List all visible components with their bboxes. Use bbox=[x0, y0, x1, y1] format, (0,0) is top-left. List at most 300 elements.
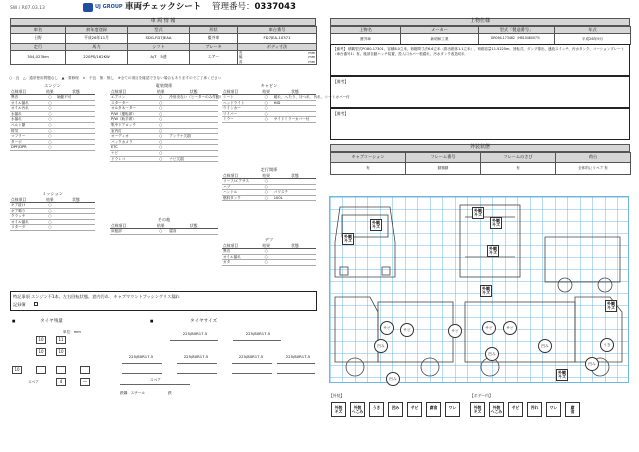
electric-row-3-col-1: ○ bbox=[159, 111, 163, 116]
engine-row-9-col-1: ○ bbox=[48, 145, 52, 150]
chassis-row-3-col-1: ○ bbox=[264, 195, 268, 200]
cabin-row-0-col-2: 破れ、へたり、ほつれ、汚れ、シートカバー付 bbox=[273, 95, 350, 99]
cabin-header-col-0: 点検項目 bbox=[223, 89, 239, 94]
val-upper-year: 平成26年9月 bbox=[555, 34, 631, 45]
engine-row-8-col-2 bbox=[56, 140, 95, 145]
electric-row-6-col-0: 室内灯 bbox=[111, 128, 122, 133]
management-number bbox=[212, 3, 296, 13]
tire-fr-depth: 11 bbox=[56, 336, 66, 344]
legend-right-button-4[interactable]: ワレ bbox=[546, 402, 561, 417]
val-body-dims bbox=[238, 51, 317, 65]
val-brake: エアー bbox=[190, 51, 238, 65]
cabin-row-4-col-2: サイドミラーカバー付 bbox=[273, 117, 310, 122]
cabin-row-3-col-2 bbox=[273, 112, 316, 117]
engine-row-0-col-2: 始動不可 bbox=[56, 95, 72, 99]
electric-header-col-2: 状態 bbox=[189, 89, 198, 94]
electric-row-4-col-2 bbox=[168, 117, 218, 122]
mission-row-2-col-1: ○ bbox=[48, 214, 52, 219]
diff-row-0-col-1: ○ bbox=[264, 249, 268, 253]
engine-row-3-col-2 bbox=[56, 112, 95, 117]
val-shape: 塵芥車 bbox=[190, 34, 238, 44]
chassis-row-0-col-1: ○ bbox=[264, 179, 268, 183]
truck-front-light-right bbox=[382, 267, 390, 275]
col-brake: ブレーキ bbox=[190, 44, 238, 51]
legend-right-button-5[interactable]: 腐 食 bbox=[565, 402, 580, 417]
cabin-header-col-2: 状態 bbox=[291, 89, 299, 94]
electric-row-0-col-2: 冷房出ない（ヒーターのみ作動） bbox=[169, 95, 224, 99]
legend-left-button-5[interactable]: 腐食 bbox=[426, 402, 441, 417]
tire-size-line-6 bbox=[177, 373, 217, 374]
mission-row-0-col-1: ○ bbox=[48, 203, 52, 207]
val-upper-model: GR094-173482（HB10480073） bbox=[479, 34, 555, 45]
col-chassis-no: 車台番号 bbox=[238, 27, 317, 34]
mark-rust-1: サビ bbox=[380, 321, 394, 335]
engine-row-8-col-1: ○ bbox=[48, 139, 52, 144]
engine-row-2-col-2 bbox=[56, 106, 95, 111]
upper-equipment-table bbox=[330, 26, 631, 45]
val-cargo-bed: 全体的にリペア 有 bbox=[556, 163, 631, 175]
tire-spare-1: 4 bbox=[56, 378, 66, 386]
engine-row-9-col-2 bbox=[56, 145, 95, 150]
val-frame-no: 錆錆錆 bbox=[406, 163, 481, 175]
col-horsepower: 馬力 bbox=[66, 44, 128, 51]
chassis-row bbox=[222, 196, 316, 202]
electric-row-9-col-2 bbox=[168, 145, 218, 150]
val-mileage: 304,023km bbox=[11, 51, 66, 65]
tire-size-title: タイヤサイズ bbox=[190, 319, 218, 324]
cabin-row-1-col-2: HID bbox=[273, 100, 281, 105]
truck-side-left-cab bbox=[335, 297, 378, 362]
group-chassis bbox=[222, 168, 316, 201]
tire-rri-depth bbox=[56, 366, 66, 374]
col-car-name: 車名 bbox=[11, 27, 66, 34]
brand-logo-icon bbox=[83, 3, 93, 12]
other-header-col-0: 点検項目 bbox=[111, 223, 127, 228]
tire-rem-bullet: ■ bbox=[12, 319, 16, 323]
cabin-group-title: キャビン bbox=[260, 83, 278, 88]
mark-dent-2: 凹み bbox=[386, 372, 400, 386]
page-title: 車両チェックシート bbox=[125, 2, 202, 12]
chassis-row-0-col-0: リーフ/エアサス bbox=[223, 179, 250, 183]
group-mission bbox=[10, 192, 95, 231]
mark-dent-4: 凹み bbox=[538, 339, 552, 353]
col-upper-model: 型式「製造番号」 bbox=[479, 27, 555, 34]
mark-dent-5: 凹み bbox=[585, 357, 599, 371]
electric-row-2-col-0: オルタネーター bbox=[111, 106, 137, 111]
electric-row-1-col-0: スターター bbox=[111, 100, 129, 105]
upper-notes-text: 【備考】 積載型式PO80-17301、容積8.0立米、荷箱間寸法6.6立米（排出箱体1.1立米）、荷箱容量11.5225m、回転式、ダンプ排出、連続スイッチ、汚水タンク、コーションプレート（車台番号1）有。後部自動ハッチ装置、投入口カバー根腐れ、汚水タンク改造切れ bbox=[333, 47, 625, 56]
tire-rro-depth bbox=[80, 366, 90, 374]
electric-row-10-col-0: ナビ bbox=[111, 150, 119, 155]
electric-row-11-col-2: ナビ欠損 bbox=[169, 156, 184, 161]
legend-left-button-6[interactable]: ワレ bbox=[445, 402, 460, 417]
tire-size-line-3 bbox=[232, 363, 272, 364]
truck-side-right-body bbox=[465, 302, 575, 362]
engine-row bbox=[10, 145, 95, 151]
chassis-row-2-col-0: ハンドル bbox=[223, 190, 238, 195]
tire-rr-depth: 10 bbox=[56, 348, 66, 356]
val-cab-caution: 有 bbox=[331, 163, 406, 175]
diff-row-0-col-0: 異音 bbox=[223, 249, 231, 253]
legend-right-button-2[interactable]: サビ bbox=[508, 402, 523, 417]
engine-row-3-col-1: ○ bbox=[48, 111, 52, 116]
truck-side-left-wheel-front bbox=[346, 358, 364, 376]
diff-row-2-col-2 bbox=[273, 260, 316, 265]
chassis-row-1-col-0: ハブ bbox=[223, 184, 231, 189]
engine-row-4-col-1: ○ bbox=[48, 117, 52, 122]
electric-row-8-col-2 bbox=[168, 140, 218, 145]
mission-row-3-col-1: ○ bbox=[48, 219, 52, 224]
special-notes-box bbox=[10, 291, 317, 311]
mission-row-3-col-2 bbox=[56, 220, 95, 225]
engine-row-1-col-2 bbox=[56, 101, 95, 106]
mission-row-2-col-2 bbox=[56, 214, 95, 219]
record-book-checkbox[interactable] bbox=[34, 302, 38, 306]
val-car-name: 日野 bbox=[11, 34, 66, 44]
engine-row-0-col-1: ○ bbox=[48, 95, 52, 99]
col-shape: 形状 bbox=[190, 27, 238, 34]
mission-header-col-1: 結果 bbox=[46, 197, 54, 202]
chassis-header-col-1: 結果 bbox=[262, 173, 270, 178]
other-row-0-col-0: 床板部 bbox=[111, 229, 122, 233]
cabin-row-0-col-0: シート bbox=[223, 95, 234, 99]
mission-row-0-col-2 bbox=[56, 203, 95, 208]
group-other bbox=[110, 218, 218, 235]
group-electric bbox=[110, 83, 224, 162]
cabin-row bbox=[222, 117, 316, 123]
cabin-row-1-col-1: ○ bbox=[264, 100, 268, 105]
dim-height-unit: mm bbox=[308, 59, 315, 64]
engine-row-9-col-0: DPF/DPR bbox=[11, 145, 27, 150]
legend-body-label: 【ボデー内】 bbox=[470, 393, 493, 398]
tire-spare-2: ― bbox=[80, 378, 90, 386]
exterior-table bbox=[330, 152, 631, 175]
col-upper-year: 年式 bbox=[555, 27, 631, 34]
engine-header-col-0: 点検項目 bbox=[11, 89, 27, 94]
engine-row-7-col-2 bbox=[56, 134, 95, 139]
electric-row-1-col-2 bbox=[168, 101, 218, 106]
truck-rear-outline bbox=[460, 205, 520, 277]
mission-header-col-0: 点検項目 bbox=[11, 197, 27, 202]
mark-dent-3: 凹み bbox=[485, 347, 499, 361]
cabin-row-3-col-1: ○ bbox=[264, 111, 268, 116]
mark-dent-1: 凹み bbox=[374, 339, 388, 353]
tire-size-line-5 bbox=[122, 373, 162, 374]
electric-row-4-col-0: P/W（助手席） bbox=[111, 117, 136, 122]
engine-row-6-col-2 bbox=[56, 129, 95, 134]
mission-row-4-col-2 bbox=[56, 225, 95, 230]
engine-row-8-col-0: ターボ bbox=[11, 139, 22, 144]
legend-left-button-3[interactable]: 凹み bbox=[388, 402, 403, 417]
truck-side-left-wheel-rear bbox=[421, 358, 439, 376]
col-cargo-bed: 荷台 bbox=[556, 153, 631, 163]
col-frame-no: フレーム番号 bbox=[406, 153, 481, 163]
mission-header-col-2: 状態 bbox=[72, 197, 80, 202]
tire-size-line-4 bbox=[277, 363, 315, 364]
electric-row-0-col-1: ○ bbox=[159, 95, 163, 99]
mark-rust-3: サビ bbox=[448, 324, 462, 338]
chassis-row-2-col-1: ○ bbox=[264, 190, 268, 195]
vehicle-info-title: 車 両 情 報 bbox=[10, 18, 316, 26]
chassis-header-col-0: 点検項目 bbox=[223, 173, 239, 178]
engine-row-5-col-2 bbox=[56, 123, 95, 128]
tire-size-bullet: ■ bbox=[150, 319, 154, 323]
damage-tag-2: 外観 キズ bbox=[344, 233, 352, 243]
tire-size-fr-line bbox=[233, 340, 281, 341]
tire-size-fl-line bbox=[170, 340, 218, 341]
diff-header-col-2: 状態 bbox=[291, 243, 299, 248]
engine-row-1-col-0: オイル漏れ bbox=[11, 100, 29, 105]
engine-row-0-col-0: 異音 bbox=[11, 95, 19, 99]
electric-row-1-col-1: ○ bbox=[159, 100, 163, 105]
vehicle-info-table bbox=[10, 26, 317, 65]
electric-row-5-col-0: 集中ドアロック bbox=[111, 122, 136, 127]
upper-notes-3 bbox=[330, 108, 630, 140]
tire-size-rlo: 225/80R17.5 bbox=[128, 354, 154, 359]
engine-header-col-1: 結果 bbox=[46, 89, 54, 94]
diff-group-title: デフ bbox=[264, 237, 274, 242]
tire-size-line-8 bbox=[277, 373, 315, 374]
engine-group-title: エンジン bbox=[44, 83, 61, 88]
legend-left-button-0[interactable]: 外装 キズ bbox=[331, 402, 346, 417]
engine-row-5-col-1: ○ bbox=[48, 122, 52, 127]
chassis-group-title: 走行関係 bbox=[260, 167, 278, 172]
dim-width-label: 幅 bbox=[239, 55, 243, 60]
electric-header-col-0: 点検項目 bbox=[111, 89, 127, 94]
cabin-row-2-col-0: ウインカー bbox=[223, 106, 241, 111]
group-diff bbox=[222, 238, 316, 266]
mark-rust-5: サビ bbox=[503, 321, 517, 335]
engine-row-4-col-0: 水漏れ bbox=[11, 117, 22, 122]
electric-row-9-col-1: ○ bbox=[159, 145, 163, 150]
cabin-header-col-1: 結果 bbox=[262, 89, 270, 94]
tire-size-fr: 225/80R17.5 bbox=[245, 331, 271, 336]
mark-rust-2: サビ bbox=[400, 323, 414, 337]
other-row-0-col-1: ○ bbox=[159, 229, 163, 233]
upper-equipment-title: 上物仕様 bbox=[330, 18, 630, 26]
cabin-row-2-col-1: ○ bbox=[264, 106, 268, 111]
mission-row bbox=[10, 225, 95, 231]
electric-row-10-col-2 bbox=[168, 151, 218, 156]
damage-diagram-grid bbox=[329, 196, 629, 383]
dim-length-label: 長 bbox=[239, 51, 243, 55]
legend-right-button-3[interactable]: 汚れ bbox=[527, 402, 542, 417]
tire-rli-depth bbox=[36, 366, 46, 374]
chassis-header-col-2: 状態 bbox=[291, 173, 299, 178]
mission-row-1-col-1: ○ bbox=[48, 208, 52, 213]
dim-height-label: 高 bbox=[239, 59, 243, 64]
other-row-0-col-2: 腐食 bbox=[169, 229, 177, 233]
tire-size-spare-label: スペア bbox=[150, 378, 161, 382]
diff-row-1-col-0: オイル漏れ bbox=[223, 254, 241, 259]
electric-group-title: 電装関係 bbox=[155, 83, 173, 88]
diff-row-1-col-1: ○ bbox=[264, 254, 268, 259]
electric-header-col-1: 結果 bbox=[156, 89, 165, 94]
legend-left-button-2[interactable]: うき bbox=[369, 402, 384, 417]
col-shift: シフト bbox=[128, 44, 190, 51]
mark-float-1: うき bbox=[600, 338, 614, 352]
truck-top-body bbox=[545, 237, 620, 282]
val-upper-maker: 新明和工業 bbox=[401, 34, 479, 45]
electric-row-0-col-0: エアコン bbox=[111, 95, 126, 99]
diff-header-col-1: 結果 bbox=[262, 243, 270, 248]
col-frame-rust: フレームのさび bbox=[481, 153, 556, 163]
electric-row-5-col-2 bbox=[168, 123, 218, 128]
engine-row-2-col-0: オイル汚れ bbox=[11, 106, 29, 111]
cabin-row-1-col-0: ヘッドライト bbox=[223, 100, 245, 105]
col-cab-caution: キャブコーション bbox=[331, 153, 406, 163]
special-notes-label: 特記事項 bbox=[13, 294, 30, 299]
electric-row-6-col-2 bbox=[168, 129, 218, 134]
chassis-row-1-col-2 bbox=[273, 185, 316, 190]
electric-row-5-col-1: ○ bbox=[159, 122, 163, 127]
engine-row-2-col-1: ○ bbox=[48, 106, 52, 111]
electric-row-10-col-1: ○ bbox=[159, 150, 163, 155]
engine-row-5-col-0: ベルト類 bbox=[11, 122, 26, 127]
brand-name: UJ GROUP bbox=[95, 4, 123, 10]
diff-row-0-col-2 bbox=[273, 249, 316, 254]
cabin-row-0-col-1: ○ bbox=[264, 95, 268, 99]
tire-spare-label: スペア bbox=[28, 380, 39, 384]
upper-notes-1 bbox=[330, 44, 630, 76]
tire-size-line-7 bbox=[232, 373, 272, 374]
legend-exterior-label: 【外装】 bbox=[329, 393, 345, 398]
legend-right-button-1[interactable]: 外装 へこみ bbox=[489, 402, 504, 417]
upper-notes-3-label: 【備考】 bbox=[333, 111, 349, 116]
tire-unit: 単位：mm bbox=[63, 330, 81, 334]
electric-row-8-col-0: バックカメラ bbox=[111, 139, 133, 144]
other-group-title: その他 bbox=[157, 217, 171, 222]
mission-row-3-col-0: オイル漏れ bbox=[11, 219, 29, 224]
tire-fl-depth: 10 bbox=[36, 336, 46, 344]
sheet-code: SW / R07.03.13 bbox=[10, 6, 45, 11]
mission-row-4-col-1: ○ bbox=[48, 225, 52, 230]
chassis-row-3-col-2: 100L bbox=[273, 195, 283, 200]
mission-row-1-col-0: ギア鳴り bbox=[11, 208, 26, 213]
tire-rlo-depth: 10 bbox=[12, 366, 22, 374]
tire-size-line-2 bbox=[177, 363, 217, 364]
management-value: 0337043 bbox=[254, 2, 296, 12]
engine-header-col-2: 状態 bbox=[72, 89, 80, 94]
chassis-row-1-col-1: ○ bbox=[264, 184, 268, 189]
tire-size-rli: 225/80R17.5 bbox=[183, 354, 209, 359]
exterior-title: 外装状態 bbox=[330, 144, 630, 152]
damage-tag-3: 外観 キズ bbox=[474, 207, 482, 217]
val-shift: A/T 5速 bbox=[128, 51, 190, 65]
mission-row-4-col-0: リターダ bbox=[11, 225, 26, 230]
val-chassis-no: FD7JEA-10371 bbox=[238, 34, 317, 44]
tire-size-line-1 bbox=[122, 363, 162, 364]
other-header-col-2: 状態 bbox=[189, 223, 198, 228]
damage-tag-4: 外観 キズ bbox=[492, 217, 500, 227]
mission-row-0-col-0: ギア抜け bbox=[11, 203, 26, 207]
upper-notes-2 bbox=[330, 76, 630, 108]
electric-row-2-col-1: ○ bbox=[159, 106, 163, 111]
engine-row-6-col-1: ○ bbox=[48, 128, 52, 133]
electric-row-7-col-1: ○ bbox=[159, 134, 163, 139]
engine-row-1-col-1: ○ bbox=[48, 100, 52, 105]
electric-row-4-col-1: ○ bbox=[159, 117, 163, 122]
dim-width-unit: mm bbox=[308, 55, 315, 60]
val-horsepower: 220PS/162KW bbox=[66, 51, 128, 65]
electric-row-3-col-0: P/W（運転席） bbox=[111, 111, 136, 116]
electric-row-7-col-2: アンテナ欠損 bbox=[169, 134, 191, 139]
val-model: SDG-FD7JEAA bbox=[128, 34, 190, 44]
electric-row-3-col-2 bbox=[168, 112, 218, 117]
col-body-dims: ボディ寸法 bbox=[238, 44, 317, 51]
legend-left-button-4[interactable]: サビ bbox=[407, 402, 422, 417]
wheel-val: 鉄 bbox=[168, 391, 172, 395]
electric-row-7-col-0: オーディオ bbox=[111, 134, 129, 139]
damage-tag-8: 外観 キズ bbox=[558, 369, 566, 379]
val-frame-rust: 有 bbox=[481, 163, 556, 175]
mission-row-2-col-0: クラッチ bbox=[11, 214, 26, 219]
electric-row-9-col-0: ETC bbox=[111, 145, 118, 150]
diff-row bbox=[222, 260, 316, 266]
legend-right-button-0[interactable]: 外装 キズ bbox=[470, 402, 485, 417]
mission-row-1-col-2 bbox=[56, 209, 95, 214]
engine-row-3-col-0: 水漏れ bbox=[11, 111, 22, 116]
damage-tag-5: 外観 キズ bbox=[489, 245, 497, 255]
mission-group-title: ミッション bbox=[42, 191, 63, 196]
mark-rust-4: サビ bbox=[482, 321, 496, 335]
val-first-reg: 平成26年11月 bbox=[66, 34, 128, 44]
col-model: 型式 bbox=[128, 27, 190, 34]
truck-top-wheel-2 bbox=[598, 278, 612, 292]
engine-row-7-col-0: マフラー bbox=[11, 134, 26, 139]
group-engine bbox=[10, 84, 95, 151]
record-book-label: 記録簿 bbox=[13, 302, 26, 307]
col-mileage: 走行 bbox=[11, 44, 66, 51]
page-header bbox=[0, 0, 639, 18]
special-notes-text: エンジン不1本。左右回転状態。窓内汚れ、キャブマウントブッシングリス漏れ bbox=[31, 294, 180, 299]
diff-header-col-0: 点検項目 bbox=[223, 243, 239, 248]
legend-left-button-1[interactable]: 外装 へこみ bbox=[350, 402, 365, 417]
col-upper-maker: メーカー bbox=[401, 27, 479, 34]
dim-length-unit: mm bbox=[308, 51, 315, 55]
damage-tag-1: 外観 キズ bbox=[372, 219, 380, 229]
wheel-label: 鉄鋼：スチール bbox=[120, 391, 146, 395]
cabin-row-4-col-0: ミラー bbox=[223, 117, 234, 122]
management-label: 管理番号： bbox=[212, 2, 255, 12]
electric-row-11-col-1: ○ bbox=[159, 156, 163, 161]
electric-row bbox=[110, 157, 218, 163]
dim-height bbox=[239, 60, 315, 64]
cabin-row-4-col-1: ○ bbox=[264, 117, 268, 122]
tire-condition-title: タイヤ残量 bbox=[40, 319, 63, 324]
tire-size-spare-line bbox=[120, 384, 190, 385]
tire-size-rri: 225/80R17.5 bbox=[238, 354, 264, 359]
truck-top-wheel-1 bbox=[558, 278, 572, 292]
other-row bbox=[110, 229, 218, 235]
tire-rl-depth: 10 bbox=[36, 348, 46, 356]
electric-row-11-col-0: ドラレコ bbox=[111, 156, 126, 161]
electric-row-8-col-1: ○ bbox=[159, 139, 163, 144]
diff-row-2-col-1: ○ bbox=[264, 260, 268, 265]
damage-tag-6: 外観 キズ bbox=[482, 285, 490, 295]
chassis-row-2-col-2: パワステ bbox=[273, 190, 288, 195]
electric-row-6-col-1: ○ bbox=[159, 128, 163, 133]
truck-front-light-left bbox=[340, 267, 348, 275]
diff-row-1-col-2 bbox=[273, 255, 316, 260]
engine-row-6-col-0: 排気 bbox=[11, 128, 19, 133]
tire-size-fl: 225/80R17.5 bbox=[182, 331, 208, 336]
cabin-row-3-col-0: ワイパー bbox=[223, 111, 238, 116]
chassis-row-3-col-0: 燃料タンク bbox=[223, 195, 241, 200]
electric-row-2-col-2 bbox=[168, 106, 218, 111]
engine-row-7-col-1: ○ bbox=[48, 134, 52, 139]
engine-row-4-col-2 bbox=[56, 117, 95, 122]
